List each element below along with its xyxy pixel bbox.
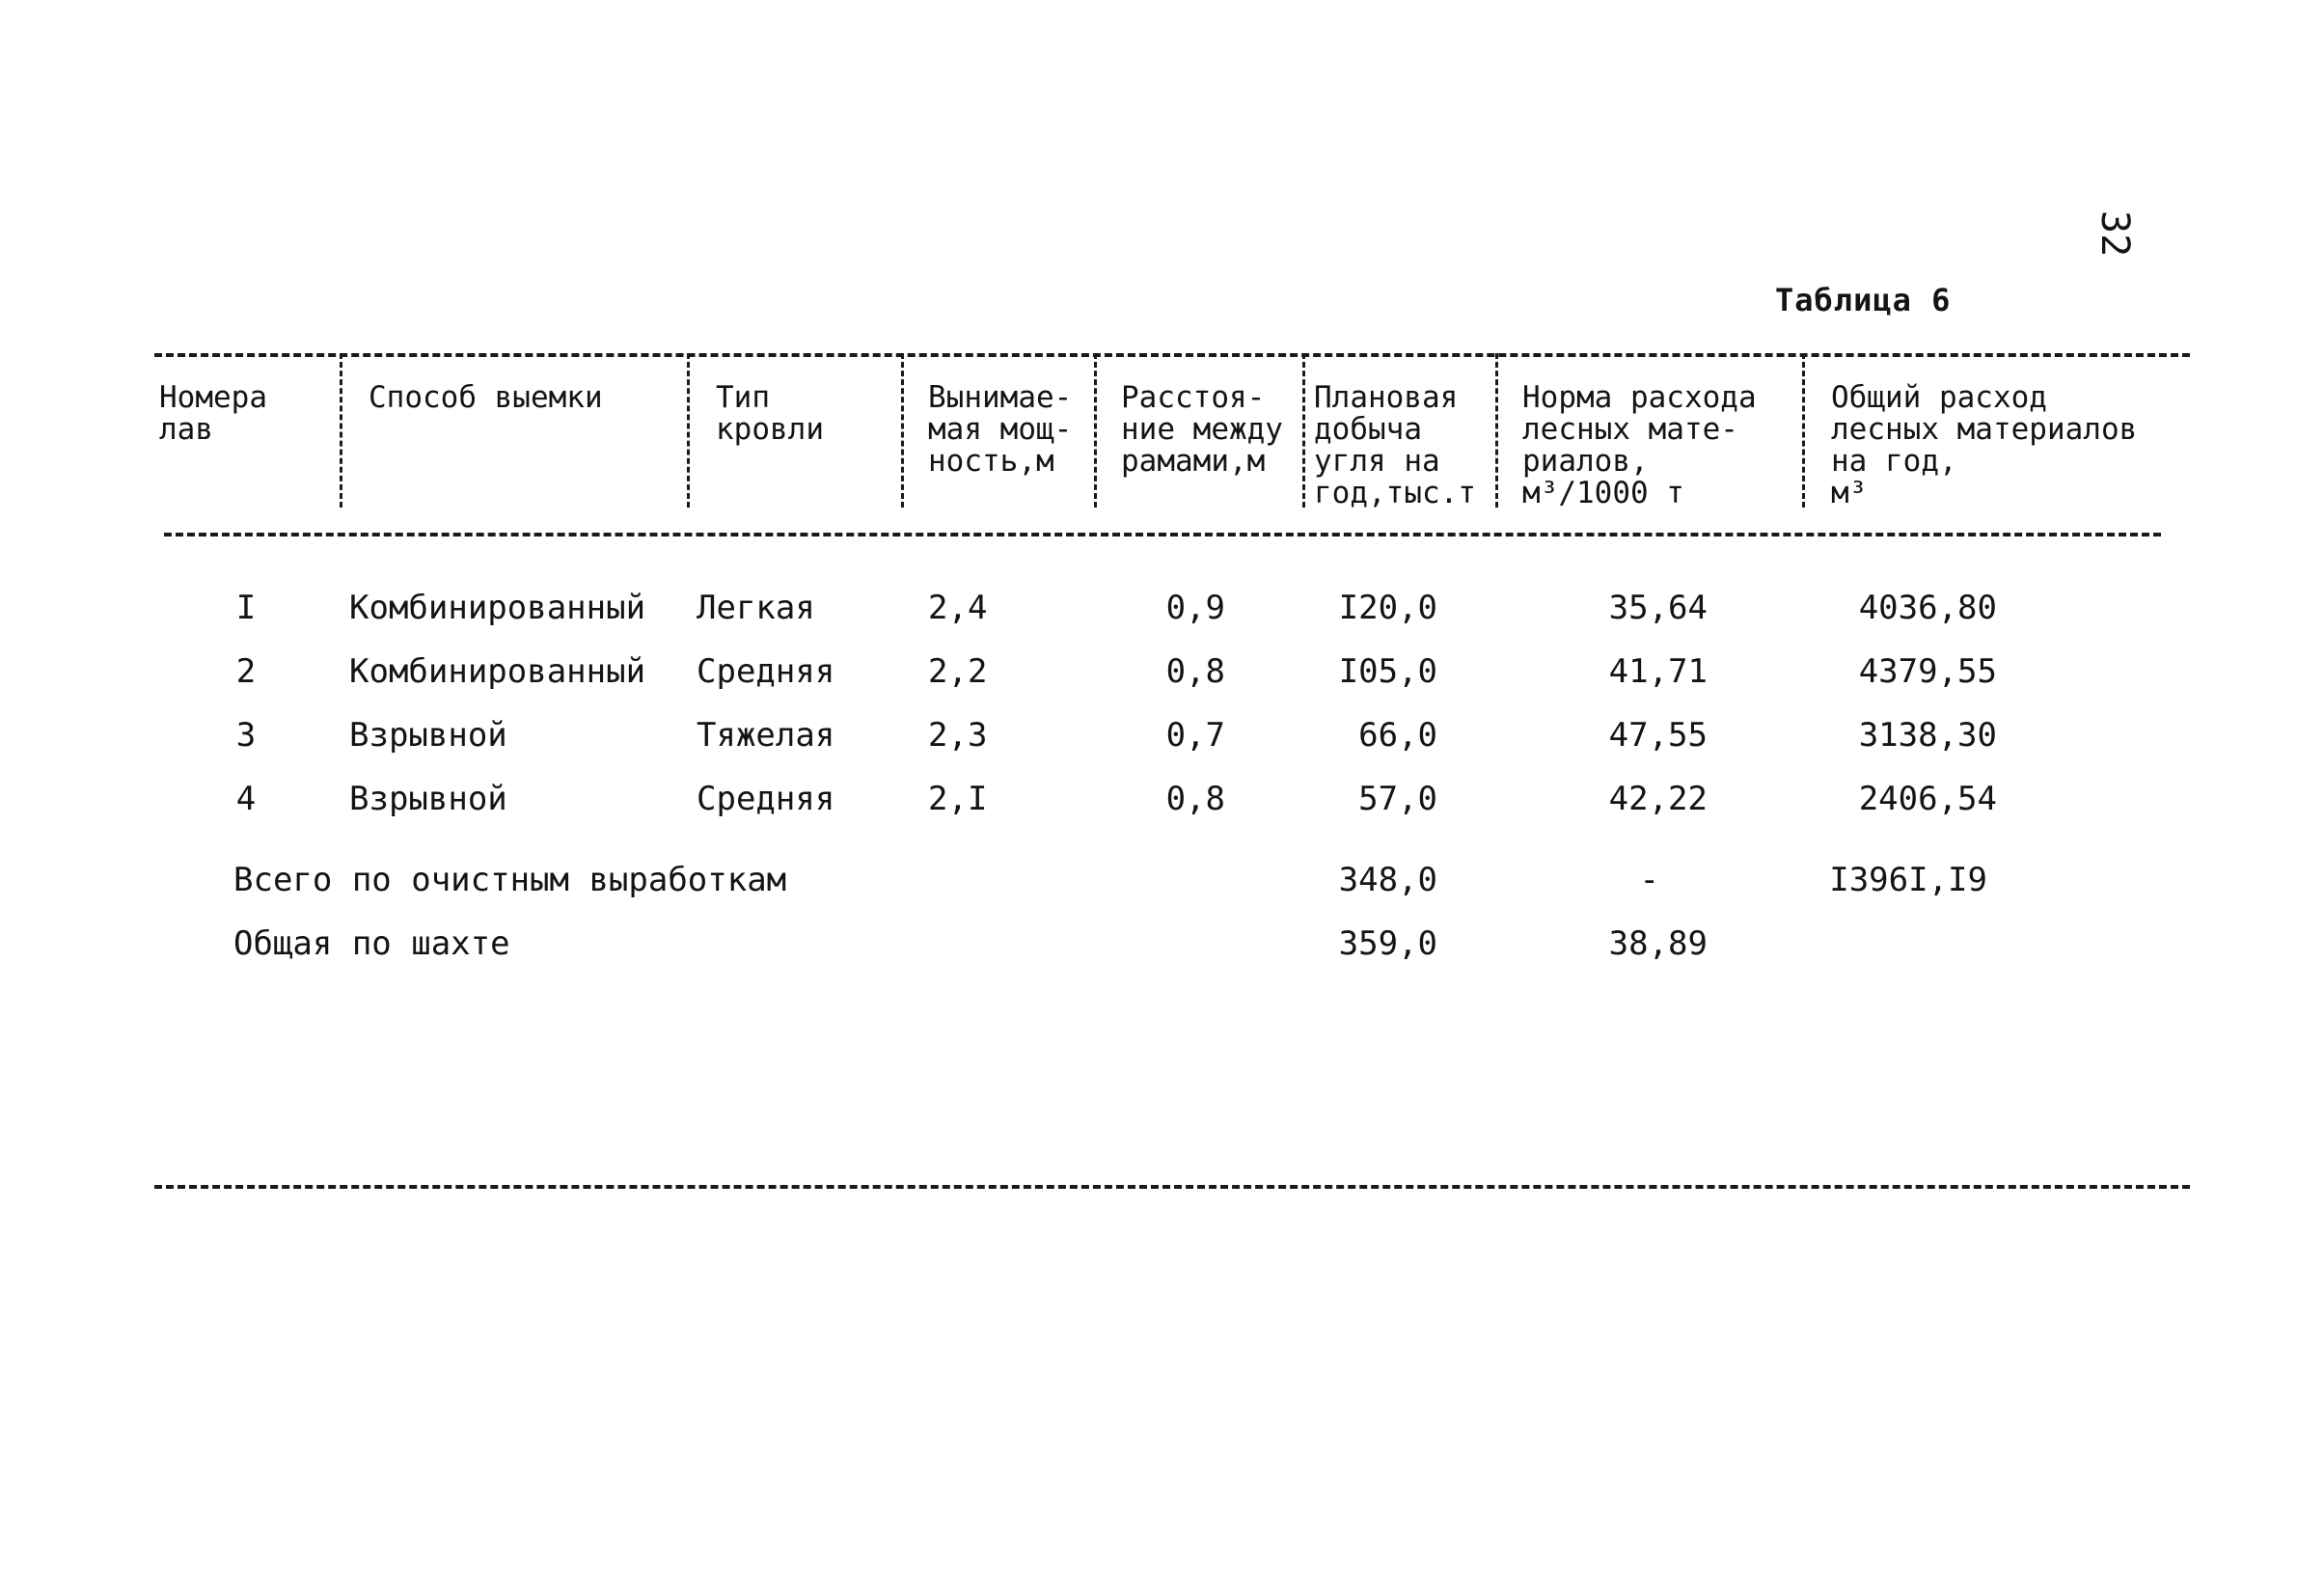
cell-output: 57,0 <box>1358 780 1437 818</box>
summary-output: 348,0 <box>1338 861 1437 899</box>
cell-lava-number: 2 <box>235 652 257 691</box>
cell-total: 4036,80 <box>1858 589 1997 627</box>
table-top-rule <box>154 353 2190 357</box>
summary-output: 359,0 <box>1338 924 1437 963</box>
cell-roof: Средняя <box>697 780 835 818</box>
header-separator <box>1802 353 1805 508</box>
page-number: 32 <box>2092 210 2137 258</box>
cell-thickness: 2,3 <box>928 716 988 755</box>
table-caption: Таблица 6 <box>1775 282 1952 318</box>
cell-lava-number: I <box>235 589 257 627</box>
header-lava-number: Номера лав <box>159 380 267 447</box>
cell-total: 2406,54 <box>1858 780 1997 818</box>
cell-lava-number: 4 <box>235 780 257 818</box>
header-bottom-rule <box>164 533 2161 537</box>
header-separator <box>1495 353 1498 508</box>
header-separator <box>340 353 342 508</box>
cell-norm: 42,22 <box>1608 780 1708 818</box>
cell-total: 4379,55 <box>1858 652 1997 691</box>
header-consumption-norm: Норма расхода лесных мате- риалов, м³/1000 т <box>1522 380 1757 510</box>
summary-norm: - <box>1639 861 1659 899</box>
header-planned-output: Плановая добыча угля на год,тыс.т <box>1314 380 1476 510</box>
header-separator <box>687 353 690 508</box>
cell-distance: 0,9 <box>1165 589 1225 627</box>
header-roof-type: Тип кровли <box>716 380 824 447</box>
cell-output: I05,0 <box>1338 652 1437 691</box>
header-separator <box>1302 353 1305 508</box>
summary-label: Общая по шахте <box>233 924 510 963</box>
cell-output: 66,0 <box>1358 716 1437 755</box>
cell-roof: Легкая <box>697 589 815 627</box>
cell-total: 3138,30 <box>1858 716 1997 755</box>
cell-norm: 47,55 <box>1608 716 1708 755</box>
cell-method: Комбинированный <box>349 652 646 691</box>
cell-distance: 0,8 <box>1165 652 1225 691</box>
cell-method: Взрывной <box>349 780 507 818</box>
summary-label: Всего по очистным выработкам <box>233 861 787 899</box>
cell-norm: 41,71 <box>1608 652 1708 691</box>
cell-distance: 0,7 <box>1165 716 1225 755</box>
summary-total: I396I,I9 <box>1829 861 1987 899</box>
cell-method: Комбинированный <box>349 589 646 627</box>
header-seam-thickness: Вынимае- мая мощ- ность,м <box>928 380 1073 479</box>
cell-roof: Тяжелая <box>697 716 835 755</box>
cell-thickness: 2,I <box>928 780 988 818</box>
header-annual-consumption: Общий расход лесных материалов на год, м³ <box>1831 380 2138 510</box>
header-separator <box>901 353 904 508</box>
cell-lava-number: 3 <box>235 716 257 755</box>
cell-method: Взрывной <box>349 716 507 755</box>
header-separator <box>1094 353 1097 508</box>
cell-thickness: 2,4 <box>928 589 988 627</box>
cell-thickness: 2,2 <box>928 652 988 691</box>
summary-norm: 38,89 <box>1608 924 1708 963</box>
cell-output: I20,0 <box>1338 589 1437 627</box>
cell-norm: 35,64 <box>1608 589 1708 627</box>
header-frame-distance: Расстоя- ние между рамами,м <box>1121 380 1283 479</box>
cell-roof: Средняя <box>697 652 835 691</box>
table-bottom-rule <box>154 1185 2190 1189</box>
header-extraction-method: Способ выемки <box>369 380 603 415</box>
cell-distance: 0,8 <box>1165 780 1225 818</box>
